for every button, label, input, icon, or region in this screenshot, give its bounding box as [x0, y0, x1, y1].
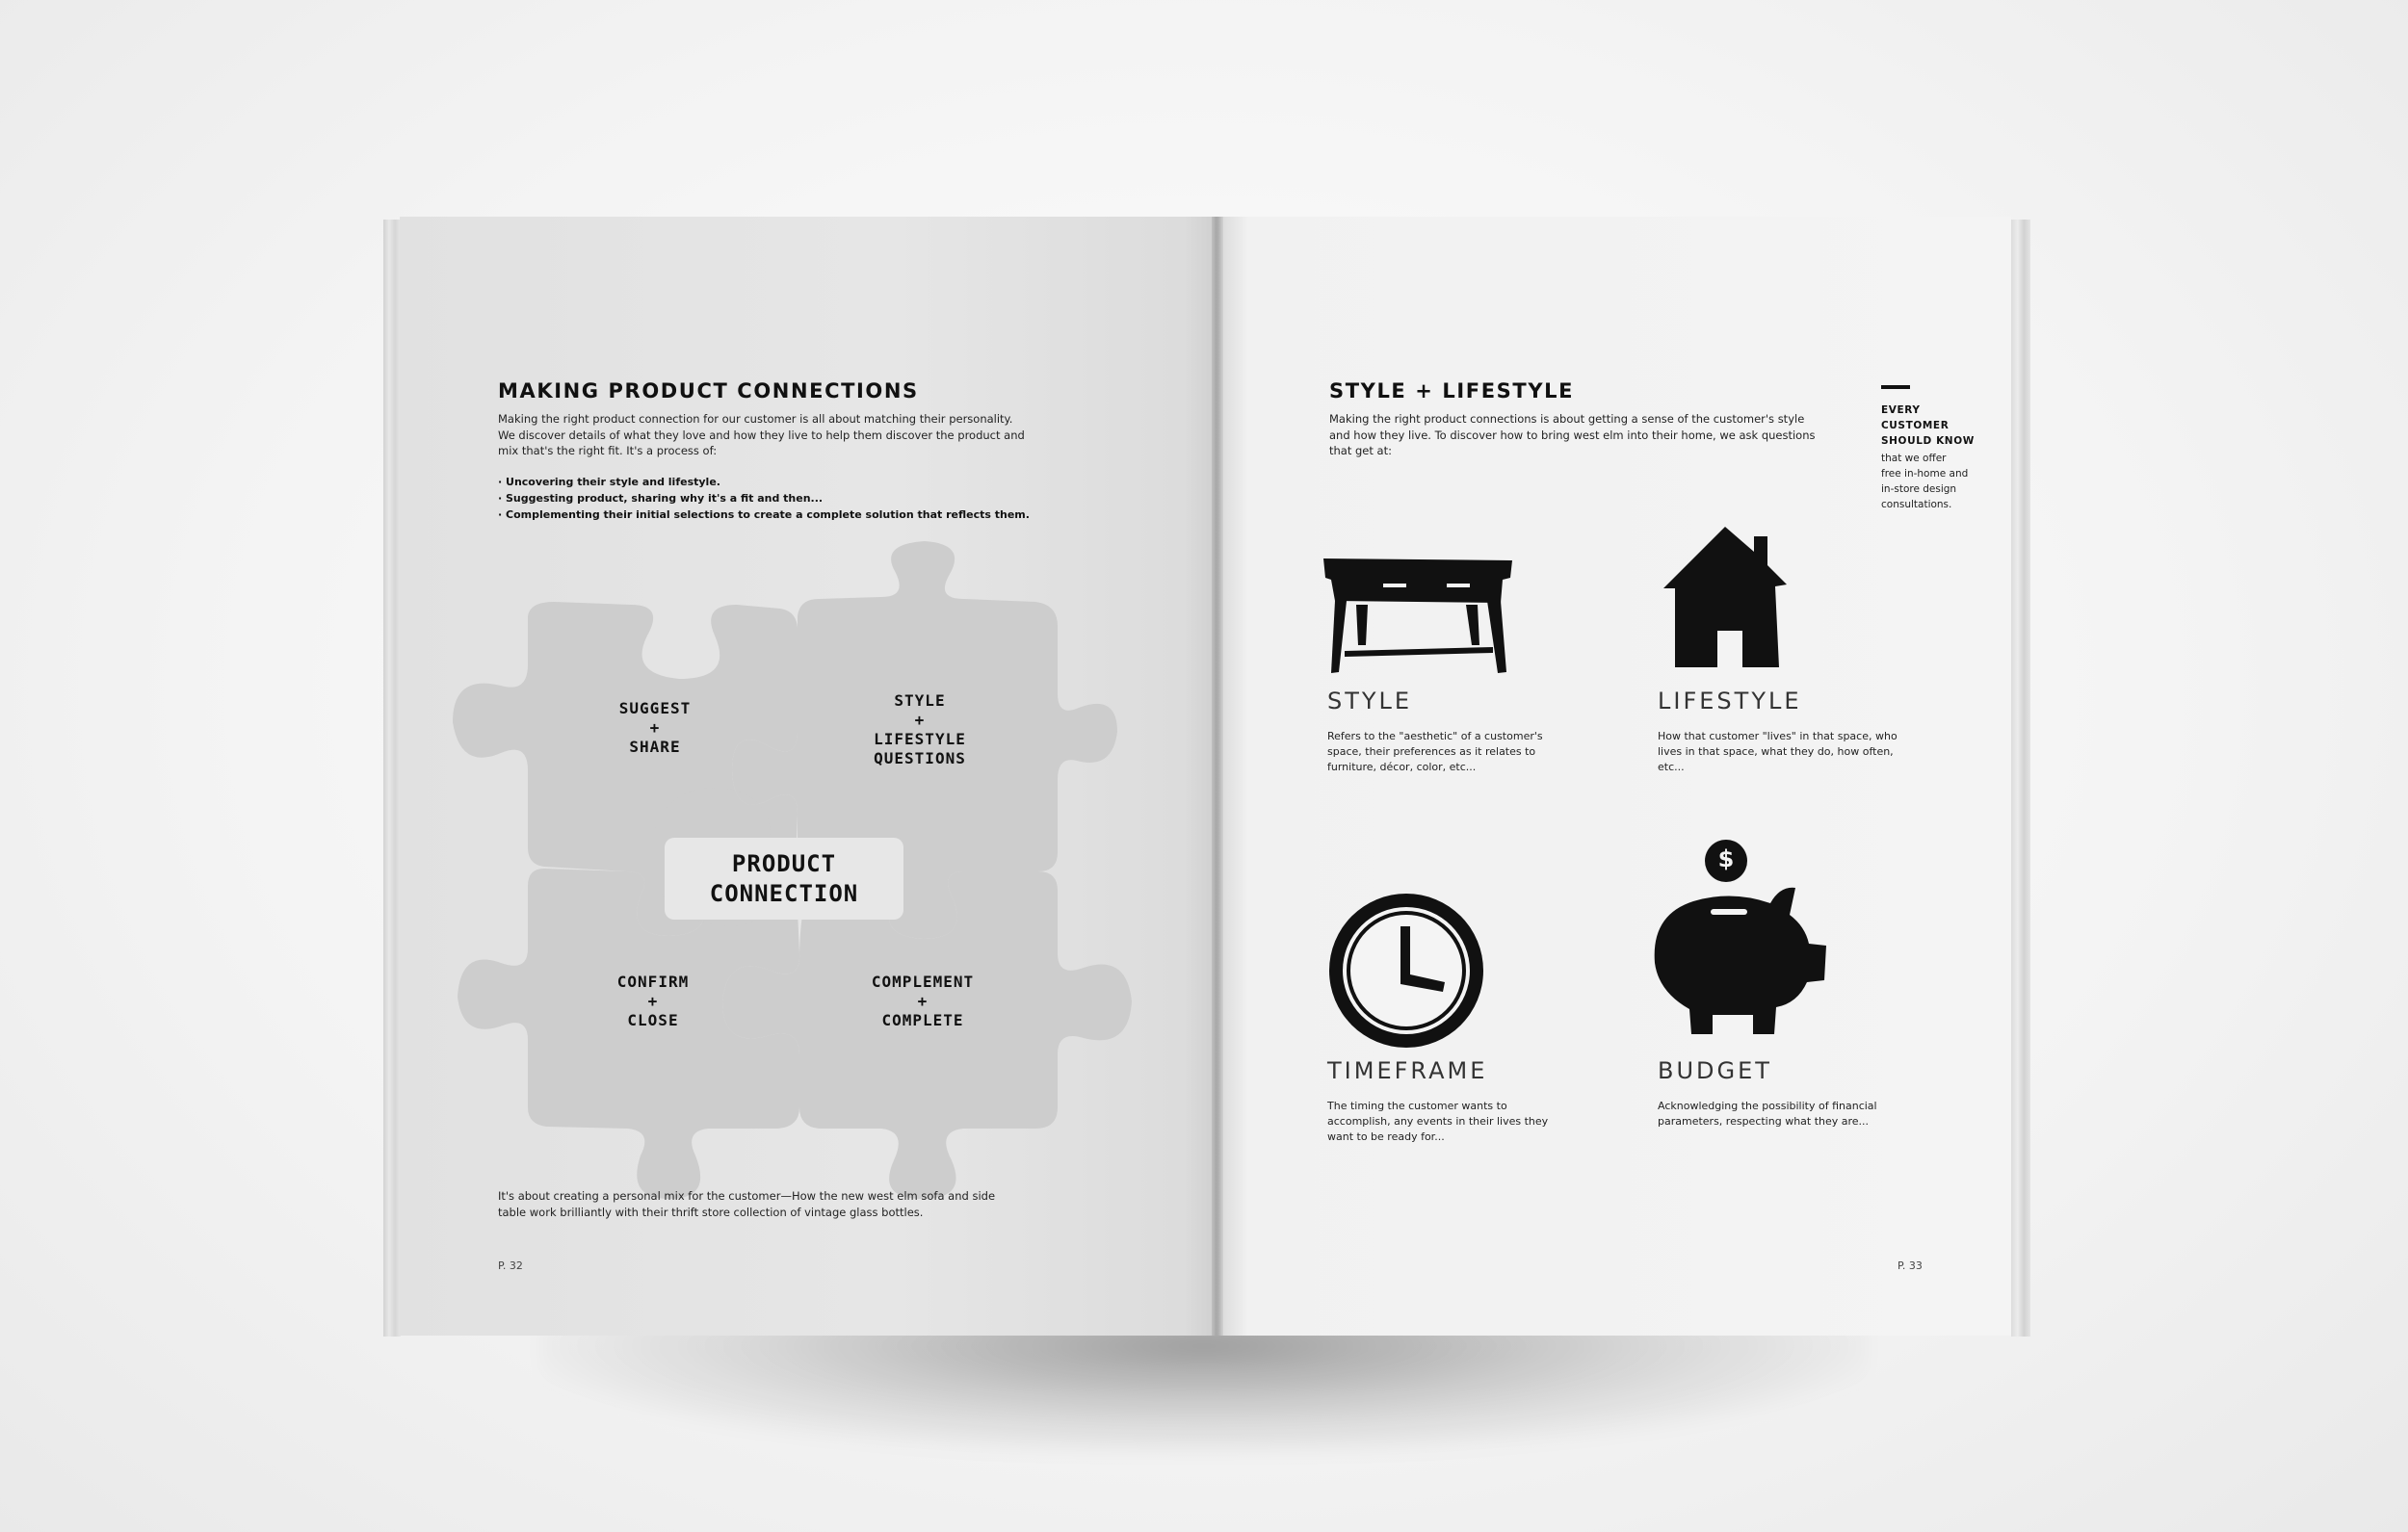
left-page-title: MAKING PRODUCT CONNECTIONS [498, 379, 919, 402]
category-title-lifestyle: LIFESTYLE [1658, 688, 1802, 714]
right-page-title: STYLE + LIFESTYLE [1329, 379, 1575, 402]
piggy-bank-icon [1645, 838, 1828, 1035]
left-page-intro: Making the right product connection for our customer is all about matching their personality. We discover details of what they love and how they live to help them discover the product and mix that's the right fit. It's a process of: [498, 412, 1025, 457]
puzzle-label-product-connection: PRODUCT CONNECTION [665, 838, 903, 920]
bullet-item: · Suggesting product, sharing why it's a fit and then... [498, 492, 824, 505]
puzzle-label-suggest-share: SUGGEST + SHARE [618, 699, 692, 756]
clock-icon [1327, 892, 1485, 1050]
sidebar-heading: EVERY CUSTOMER SHOULD KNOW [1881, 404, 1975, 447]
sidebar-rule [1881, 385, 1910, 389]
category-title-budget: BUDGET [1658, 1057, 1772, 1084]
table-icon [1322, 557, 1514, 677]
category-desc-budget: Acknowledging the possibility of financial parameters, respecting what they are... [1658, 1100, 1877, 1128]
category-desc-timeframe: The timing the customer wants to accomplish, any events in their lives they want to be ready for... [1327, 1100, 1549, 1143]
book-spine [1212, 217, 1223, 1336]
puzzle-label-style-lifestyle: STYLE + LIFESTYLE QUESTIONS [874, 691, 966, 767]
house-icon [1662, 525, 1789, 669]
page-number-left: P. 32 [498, 1259, 523, 1272]
bullet-item: · Uncovering their style and lifestyle. [498, 476, 720, 488]
sidebar-body: that we offer free in-home and in-store design consultations. [1881, 453, 1969, 510]
bullet-item: · Complementing their initial selections to create a complete solution that reflects them. [498, 508, 1030, 521]
coin-dollar-sign: $ [1717, 845, 1735, 872]
page-number-right: P. 33 [1898, 1259, 1923, 1272]
puzzle-label-confirm-close: CONFIRM + CLOSE [616, 973, 690, 1029]
right-page-intro: Making the right product connections is about getting a sense of the customer's style and how they live. To discover how to bring west elm into their home, we ask questions that get at: [1329, 412, 1816, 457]
category-title-timeframe: TIMEFRAME [1327, 1057, 1488, 1084]
puzzle-label-complement-complete: COMPLEMENT + COMPLETE [871, 973, 975, 1029]
category-desc-lifestyle: How that customer "lives" in that space, who lives in that space, what they do, how often, etc... [1658, 730, 1898, 773]
category-title-style: STYLE [1327, 688, 1413, 714]
category-desc-style: Refers to the "aesthetic" of a customer's space, their preferences as it relates to furniture, décor, color, etc... [1327, 730, 1543, 773]
left-page-footer-text: It's about creating a personal mix for the customer—How the new west elm sofa and side table work brilliantly with their thrift store collection of vintage glass bottles. [498, 1189, 996, 1219]
